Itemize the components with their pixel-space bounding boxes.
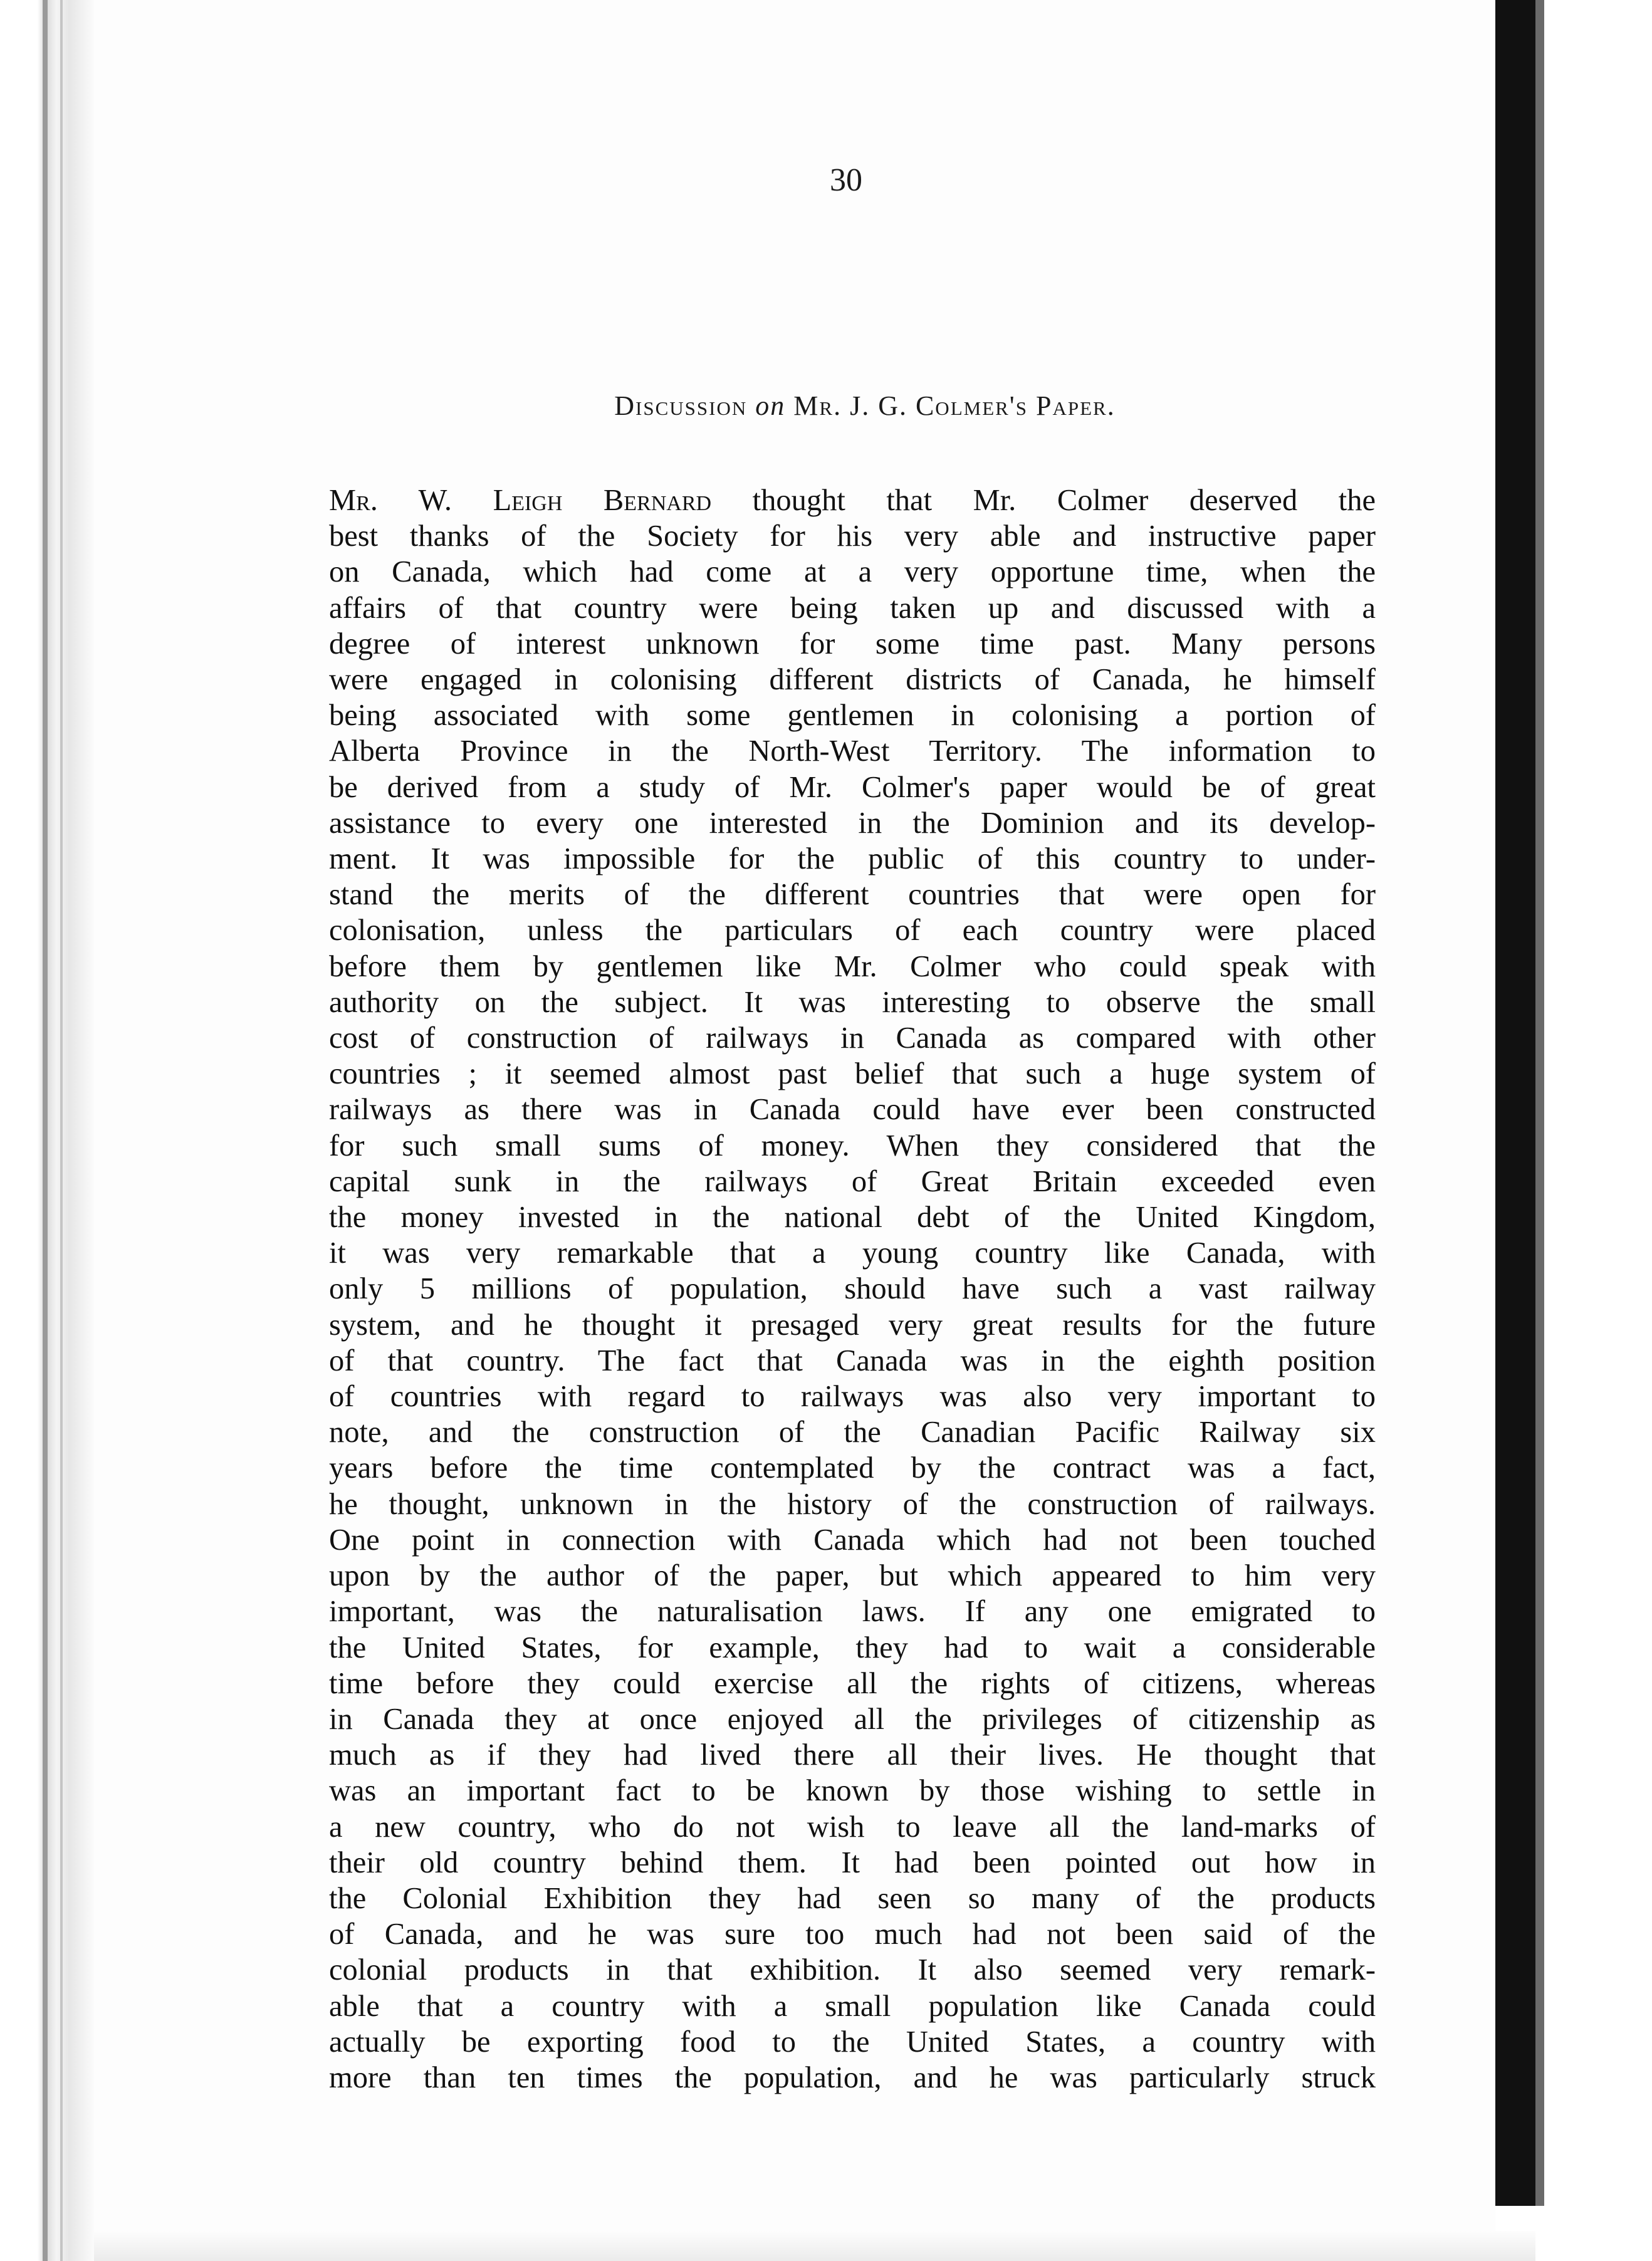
text-line: best thanks of the Society for his very able and instructive paper bbox=[329, 520, 1376, 553]
text-line: in Canada they at once enjoyed all the privileges of citizenship as bbox=[329, 1702, 1376, 1736]
text-line: ment. It was impossible for the public of this country to under- bbox=[329, 842, 1376, 876]
text-line: Alberta Province in the North-West Territory. The information to bbox=[329, 734, 1376, 768]
text-line: for such small sums of money. When they considered that the bbox=[329, 1129, 1376, 1162]
text-line: on Canada, which had come at a very opportune time, when the bbox=[329, 555, 1376, 589]
text-line: was an important fact to be known by those wishing to settle in bbox=[329, 1774, 1376, 1808]
text-line: time before they could exercise all the rights of citizens, whereas bbox=[329, 1666, 1376, 1700]
text-line: countries ; it seemed almost past belief that such a huge system of bbox=[329, 1057, 1376, 1091]
text-line: important, was the naturalisation laws. If any one emigrated to bbox=[329, 1595, 1376, 1629]
text-line: of Canada, and he was sure too much had not been said of the bbox=[329, 1918, 1376, 1951]
text-line: system, and he thought it presaged very great results for the future bbox=[329, 1308, 1376, 1342]
text-line: stand the merits of the different countries that were open for bbox=[329, 878, 1376, 912]
text-line: he thought, unknown in the history of the construction of railways. bbox=[329, 1487, 1376, 1521]
text-line: the Colonial Exhibition they had seen so many of the products bbox=[329, 1881, 1376, 1915]
text-line: note, and the construction of the Canadian Pacific Railway six bbox=[329, 1416, 1376, 1449]
text-line: their old country behind them. It had been pointed out how in bbox=[329, 1846, 1376, 1879]
speaker-name: Mr. W. Leigh Bernard bbox=[329, 484, 712, 517]
text-line: authority on the subject. It was interesting to observe the small bbox=[329, 985, 1376, 1019]
heading-paper-title: Mr. J. G. Colmer's Paper. bbox=[793, 390, 1116, 421]
text-line: being associated with some gentlemen in colonising a portion of bbox=[329, 699, 1376, 733]
text-line: capital sunk in the railways of Great Britain exceeded even bbox=[329, 1164, 1376, 1198]
bottom-shade bbox=[94, 2231, 1535, 2261]
text-line-content: thought that Mr. Colmer deserved the bbox=[711, 484, 1376, 517]
text-line: railways as there was in Canada could have ever been constructed bbox=[329, 1093, 1376, 1127]
binding-line-secondary bbox=[60, 0, 63, 2261]
body-paragraph bbox=[329, 483, 1376, 2096]
text-line: only 5 millions of population, should have such a vast railway bbox=[329, 1272, 1376, 1306]
text-line: the money invested in the national debt of the United Kingdom, bbox=[329, 1201, 1376, 1235]
text-line: degree of interest unknown for some time past. Many persons bbox=[329, 627, 1376, 661]
right-page-edge-shadow bbox=[1535, 0, 1544, 2206]
text-line: of that country. The fact that Canada was in the eighth position bbox=[329, 1344, 1376, 1377]
text-line: the United States, for example, they had to wait a considerable bbox=[329, 1631, 1376, 1664]
text-line: much as if they had lived there all their lives. He thought that bbox=[329, 1738, 1376, 1772]
page-number: 30 bbox=[830, 162, 862, 198]
text-line: colonisation, unless the particulars of each country were placed bbox=[329, 914, 1376, 948]
heading-discussion: Discussion bbox=[614, 390, 748, 421]
right-page-edge bbox=[1495, 0, 1535, 2206]
text-line: a new country, who do not wish to leave all the land-marks of bbox=[329, 1810, 1376, 1844]
text-line: able that a country with a small population like Canada could bbox=[329, 1989, 1376, 2023]
text-line: assistance to every one interested in the Dominion and its develop- bbox=[329, 806, 1376, 840]
text-line: One point in connection with Canada which had not been touched bbox=[329, 1523, 1376, 1557]
text-line: cost of construction of railways in Canada as compared with other bbox=[329, 1021, 1376, 1055]
text-line: affairs of that country were being taken up and discussed with a bbox=[329, 591, 1376, 625]
section-heading bbox=[313, 390, 1416, 422]
text-line: years before the time contemplated by the contract was a fact, bbox=[329, 1451, 1376, 1485]
text-line: it was very remarkable that a young country like Canada, with bbox=[329, 1236, 1376, 1270]
text-line: before them by gentlemen like Mr. Colmer who could speak with bbox=[329, 949, 1376, 983]
text-line: be derived from a study of Mr. Colmer's paper would be of great bbox=[329, 770, 1376, 804]
text-line: of countries with regard to railways was also very important to bbox=[329, 1380, 1376, 1414]
text-line: more than ten times the population, and he was particularly struck bbox=[329, 2060, 1376, 2094]
text-line: upon by the author of the paper, but which appeared to him very bbox=[329, 1559, 1376, 1593]
text-line bbox=[329, 483, 1376, 518]
binding-line bbox=[43, 0, 48, 2261]
text-line: actually be exporting food to the United States, a country with bbox=[329, 2025, 1376, 2059]
text-line: were engaged in colonising different districts of Canada, he himself bbox=[329, 663, 1376, 697]
text-line: colonial products in that exhibition. It also seemed very remark- bbox=[329, 1953, 1376, 1987]
heading-on: on bbox=[755, 390, 786, 421]
